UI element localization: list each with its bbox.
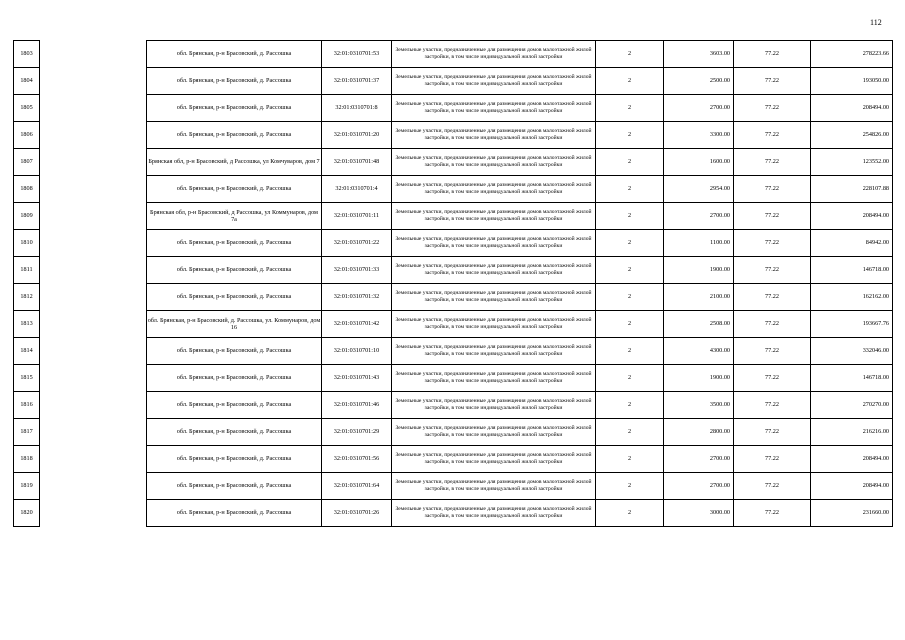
table-row xyxy=(14,392,893,419)
area-cell: 2800.00 xyxy=(664,419,734,446)
group-cell: 2 xyxy=(596,176,664,203)
row-number-cell: 1817 xyxy=(14,419,40,446)
address-cell: обл. Брянская, р-н Брасовский, д. Рассошка xyxy=(147,257,322,284)
row-number-cell: 1814 xyxy=(14,338,40,365)
spacer-cell xyxy=(40,311,147,338)
row-number-cell: 1803 xyxy=(14,41,40,68)
spacer-cell xyxy=(40,230,147,257)
cadastral-value-cell: 208494.00 xyxy=(811,203,893,230)
cadastral-value-cell: 208494.00 xyxy=(811,446,893,473)
group-cell: 2 xyxy=(596,122,664,149)
row-number-cell: 1816 xyxy=(14,392,40,419)
specific-value-cell: 77.22 xyxy=(734,365,811,392)
spacer-cell xyxy=(40,365,147,392)
land-use-purpose-cell: Земельные участки, предназначенные для размещения домов малоэтажной жилой застройки, в том числе индивидуальной жилой застройки xyxy=(392,284,596,311)
area-cell: 2700.00 xyxy=(664,203,734,230)
area-cell: 2700.00 xyxy=(664,473,734,500)
spacer-cell xyxy=(40,41,147,68)
cadastral-number-cell: 32:01:0310701:64 xyxy=(322,473,392,500)
group-cell: 2 xyxy=(596,95,664,122)
land-use-purpose-cell: Земельные участки, предназначенные для размещения домов малоэтажной жилой застройки, в том числе индивидуальной жилой застройки xyxy=(392,365,596,392)
group-cell: 2 xyxy=(596,68,664,95)
table-row xyxy=(14,122,893,149)
address-cell: Брянская обл, р-н Брасовский, д Рассошка, ул Комчуваров, дом 7 xyxy=(147,149,322,176)
specific-value-cell: 77.22 xyxy=(734,203,811,230)
cadastral-value-cell: 123552.00 xyxy=(811,149,893,176)
cadastral-value-cell: 146718.00 xyxy=(811,257,893,284)
land-use-purpose-cell: Земельные участки, предназначенные для размещения домов малоэтажной жилой застройки, в том числе индивидуальной жилой застройки xyxy=(392,203,596,230)
land-use-purpose-cell: Земельные участки, предназначенные для размещения домов малоэтажной жилой застройки, в том числе индивидуальной жилой застройки xyxy=(392,68,596,95)
area-cell: 4300.00 xyxy=(664,338,734,365)
specific-value-cell: 77.22 xyxy=(734,338,811,365)
specific-value-cell: 77.22 xyxy=(734,122,811,149)
area-cell: 3300.00 xyxy=(664,122,734,149)
table-row xyxy=(14,41,893,68)
specific-value-cell: 77.22 xyxy=(734,473,811,500)
address-cell: обл. Брянская, р-н Брасовский, д. Рассошка xyxy=(147,95,322,122)
specific-value-cell: 77.22 xyxy=(734,149,811,176)
specific-value-cell: 77.22 xyxy=(734,176,811,203)
spacer-cell xyxy=(40,338,147,365)
spacer-cell xyxy=(40,500,147,527)
address-cell: обл. Брянская, р-н Брасовский, д. Рассошка xyxy=(147,41,322,68)
spacer-cell xyxy=(40,68,147,95)
cadastral-number-cell: 32:01:0310701:33 xyxy=(322,257,392,284)
row-number-cell: 1808 xyxy=(14,176,40,203)
table-row xyxy=(14,149,893,176)
land-use-purpose-cell: Земельные участки, предназначенные для размещения домов малоэтажной жилой застройки, в том числе индивидуальной жилой застройки xyxy=(392,392,596,419)
cadastral-number-cell: 32:01:0310701:37 xyxy=(322,68,392,95)
group-cell: 2 xyxy=(596,446,664,473)
row-number-cell: 1805 xyxy=(14,95,40,122)
land-use-purpose-cell: Земельные участки, предназначенные для размещения домов малоэтажной жилой застройки, в том числе индивидуальной жилой застройки xyxy=(392,149,596,176)
cadastral-number-cell: 32:01:0310701:46 xyxy=(322,392,392,419)
table-row xyxy=(14,338,893,365)
address-cell: обл. Брянская, р-н Брасовский, д. Рассошка xyxy=(147,446,322,473)
table-row xyxy=(14,446,893,473)
address-cell: обл. Брянская, р-н Брасовский, д. Рассошка xyxy=(147,392,322,419)
cadastral-value-cell: 231660.00 xyxy=(811,500,893,527)
group-cell: 2 xyxy=(596,41,664,68)
table-row xyxy=(14,284,893,311)
cadastral-number-cell: 32:01:0310701:8 xyxy=(322,95,392,122)
specific-value-cell: 77.22 xyxy=(734,230,811,257)
cadastral-value-cell: 162162.00 xyxy=(811,284,893,311)
group-cell: 2 xyxy=(596,365,664,392)
cadastral-number-cell: 32:01:0310701:22 xyxy=(322,230,392,257)
cadastral-value-cell: 332046.00 xyxy=(811,338,893,365)
specific-value-cell: 77.22 xyxy=(734,419,811,446)
area-cell: 1900.00 xyxy=(664,365,734,392)
group-cell: 2 xyxy=(596,419,664,446)
area-cell: 2508.00 xyxy=(664,311,734,338)
table-row xyxy=(14,230,893,257)
row-number-cell: 1809 xyxy=(14,203,40,230)
specific-value-cell: 77.22 xyxy=(734,68,811,95)
cadastral-number-cell: 32:01:0310701:4 xyxy=(322,176,392,203)
table-row xyxy=(14,500,893,527)
cadastral-number-cell: 32:01:0310701:43 xyxy=(322,365,392,392)
specific-value-cell: 77.22 xyxy=(734,257,811,284)
spacer-cell xyxy=(40,284,147,311)
group-cell: 2 xyxy=(596,311,664,338)
cadastral-value-cell: 228107.88 xyxy=(811,176,893,203)
address-cell: обл. Брянская, р-н Брасовский, д. Рассошка xyxy=(147,176,322,203)
row-number-cell: 1813 xyxy=(14,311,40,338)
address-cell: обл. Брянская, р-н Брасовский, д. Рассошка xyxy=(147,473,322,500)
row-number-cell: 1807 xyxy=(14,149,40,176)
cadastral-number-cell: 32:01:0310701:53 xyxy=(322,41,392,68)
specific-value-cell: 77.22 xyxy=(734,95,811,122)
address-cell: обл. Брянская, р-н Брасовский, д. Рассошка, ул. Коммунаров, дом 16 xyxy=(147,311,322,338)
land-use-purpose-cell: Земельные участки, предназначенные для размещения домов малоэтажной жилой застройки, в том числе индивидуальной жилой застройки xyxy=(392,230,596,257)
cadastral-number-cell: 32:01:0310701:26 xyxy=(322,500,392,527)
cadastral-number-cell: 32:01:0310701:11 xyxy=(322,203,392,230)
area-cell: 1100.00 xyxy=(664,230,734,257)
spacer-cell xyxy=(40,473,147,500)
area-cell: 2954.00 xyxy=(664,176,734,203)
table-row xyxy=(14,473,893,500)
row-number-cell: 1804 xyxy=(14,68,40,95)
cadastral-value-cell: 270270.00 xyxy=(811,392,893,419)
row-number-cell: 1820 xyxy=(14,500,40,527)
land-use-purpose-cell: Земельные участки, предназначенные для размещения домов малоэтажной жилой застройки, в том числе индивидуальной жилой застройки xyxy=(392,473,596,500)
spacer-cell xyxy=(40,257,147,284)
address-cell: обл. Брянская, р-н Брасовский, д. Рассошка xyxy=(147,365,322,392)
address-cell: обл. Брянская, р-н Брасовский, д. Рассошка xyxy=(147,230,322,257)
row-number-cell: 1810 xyxy=(14,230,40,257)
specific-value-cell: 77.22 xyxy=(734,41,811,68)
row-number-cell: 1815 xyxy=(14,365,40,392)
area-cell: 2700.00 xyxy=(664,446,734,473)
spacer-cell xyxy=(40,176,147,203)
land-use-purpose-cell: Земельные участки, предназначенные для размещения домов малоэтажной жилой застройки, в том числе индивидуальной жилой застройки xyxy=(392,446,596,473)
group-cell: 2 xyxy=(596,338,664,365)
area-cell: 2700.00 xyxy=(664,95,734,122)
table-row xyxy=(14,419,893,446)
area-cell: 1600.00 xyxy=(664,149,734,176)
cadastral-value-cell: 208494.00 xyxy=(811,95,893,122)
land-use-purpose-cell: Земельные участки, предназначенные для размещения домов малоэтажной жилой застройки, в том числе индивидуальной жилой застройки xyxy=(392,122,596,149)
page-number: 112 xyxy=(870,18,882,27)
table-row xyxy=(14,257,893,284)
land-use-purpose-cell: Земельные участки, предназначенные для размещения домов малоэтажной жилой застройки, в том числе индивидуальной жилой застройки xyxy=(392,419,596,446)
spacer-cell xyxy=(40,419,147,446)
cadastral-number-cell: 32:01:0310701:42 xyxy=(322,311,392,338)
table-row xyxy=(14,203,893,230)
cadastral-value-cell: 216216.00 xyxy=(811,419,893,446)
spacer-cell xyxy=(40,95,147,122)
row-number-cell: 1818 xyxy=(14,446,40,473)
group-cell: 2 xyxy=(596,284,664,311)
row-number-cell: 1806 xyxy=(14,122,40,149)
table-row xyxy=(14,95,893,122)
row-number-cell: 1811 xyxy=(14,257,40,284)
group-cell: 2 xyxy=(596,257,664,284)
table-row xyxy=(14,176,893,203)
land-use-purpose-cell: Земельные участки, предназначенные для размещения домов малоэтажной жилой застройки, в том числе индивидуальной жилой застройки xyxy=(392,95,596,122)
area-cell: 3500.00 xyxy=(664,392,734,419)
spacer-cell xyxy=(40,392,147,419)
land-use-purpose-cell: Земельные участки, предназначенные для размещения домов малоэтажной жилой застройки, в том числе индивидуальной жилой застройки xyxy=(392,338,596,365)
cadastral-number-cell: 32:01:0310701:20 xyxy=(322,122,392,149)
address-cell: обл. Брянская, р-н Брасовский, д. Рассошка xyxy=(147,338,322,365)
land-use-purpose-cell: Земельные участки, предназначенные для размещения домов малоэтажной жилой застройки, в том числе индивидуальной жилой застройки xyxy=(392,176,596,203)
address-cell: обл. Брянская, р-н Брасовский, д. Рассошка xyxy=(147,500,322,527)
group-cell: 2 xyxy=(596,230,664,257)
spacer-cell xyxy=(40,122,147,149)
cadastral-value-cell: 278223.66 xyxy=(811,41,893,68)
group-cell: 2 xyxy=(596,203,664,230)
land-plots-table xyxy=(13,40,893,527)
cadastral-value-cell: 193667.76 xyxy=(811,311,893,338)
address-cell: обл. Брянская, р-н Брасовский, д. Рассошка xyxy=(147,419,322,446)
specific-value-cell: 77.22 xyxy=(734,446,811,473)
cadastral-value-cell: 146718.00 xyxy=(811,365,893,392)
cadastral-number-cell: 32:01:0310701:29 xyxy=(322,419,392,446)
area-cell: 2100.00 xyxy=(664,284,734,311)
table-body xyxy=(14,41,893,527)
address-cell: обл. Брянская, р-н Брасовский, д. Рассошка xyxy=(147,122,322,149)
land-use-purpose-cell: Земельные участки, предназначенные для размещения домов малоэтажной жилой застройки, в том числе индивидуальной жилой застройки xyxy=(392,500,596,527)
cadastral-number-cell: 32:01:0310701:10 xyxy=(322,338,392,365)
land-use-purpose-cell: Земельные участки, предназначенные для размещения домов малоэтажной жилой застройки, в том числе индивидуальной жилой застройки xyxy=(392,311,596,338)
table-row xyxy=(14,68,893,95)
table-row xyxy=(14,365,893,392)
specific-value-cell: 77.22 xyxy=(734,311,811,338)
cadastral-value-cell: 254826.00 xyxy=(811,122,893,149)
spacer-cell xyxy=(40,446,147,473)
land-use-purpose-cell: Земельные участки, предназначенные для размещения домов малоэтажной жилой застройки, в том числе индивидуальной жилой застройки xyxy=(392,41,596,68)
cadastral-number-cell: 32:01:0310701:56 xyxy=(322,446,392,473)
group-cell: 2 xyxy=(596,500,664,527)
specific-value-cell: 77.22 xyxy=(734,392,811,419)
area-cell: 3603.00 xyxy=(664,41,734,68)
group-cell: 2 xyxy=(596,473,664,500)
address-cell: обл. Брянская, р-н Брасовский, д. Рассошка xyxy=(147,68,322,95)
table-row xyxy=(14,311,893,338)
cadastral-value-cell: 193050.00 xyxy=(811,68,893,95)
area-cell: 2500.00 xyxy=(664,68,734,95)
row-number-cell: 1812 xyxy=(14,284,40,311)
cadastral-value-cell: 84942.00 xyxy=(811,230,893,257)
area-cell: 1900.00 xyxy=(664,257,734,284)
spacer-cell xyxy=(40,203,147,230)
area-cell: 3000.00 xyxy=(664,500,734,527)
cadastral-number-cell: 32:01:0310701:32 xyxy=(322,284,392,311)
spacer-cell xyxy=(40,149,147,176)
group-cell: 2 xyxy=(596,149,664,176)
group-cell: 2 xyxy=(596,392,664,419)
cadastral-value-cell: 208494.00 xyxy=(811,473,893,500)
cadastral-number-cell: 32:01:0310701:48 xyxy=(322,149,392,176)
address-cell: обл. Брянская, р-н Брасовский, д. Рассошка xyxy=(147,284,322,311)
specific-value-cell: 77.22 xyxy=(734,500,811,527)
row-number-cell: 1819 xyxy=(14,473,40,500)
land-use-purpose-cell: Земельные участки, предназначенные для размещения домов малоэтажной жилой застройки, в том числе индивидуальной жилой застройки xyxy=(392,257,596,284)
specific-value-cell: 77.22 xyxy=(734,284,811,311)
address-cell: Брянская обл, р-н Брасовский, д Рассошка, ул Коммунаров, дом 7а xyxy=(147,203,322,230)
